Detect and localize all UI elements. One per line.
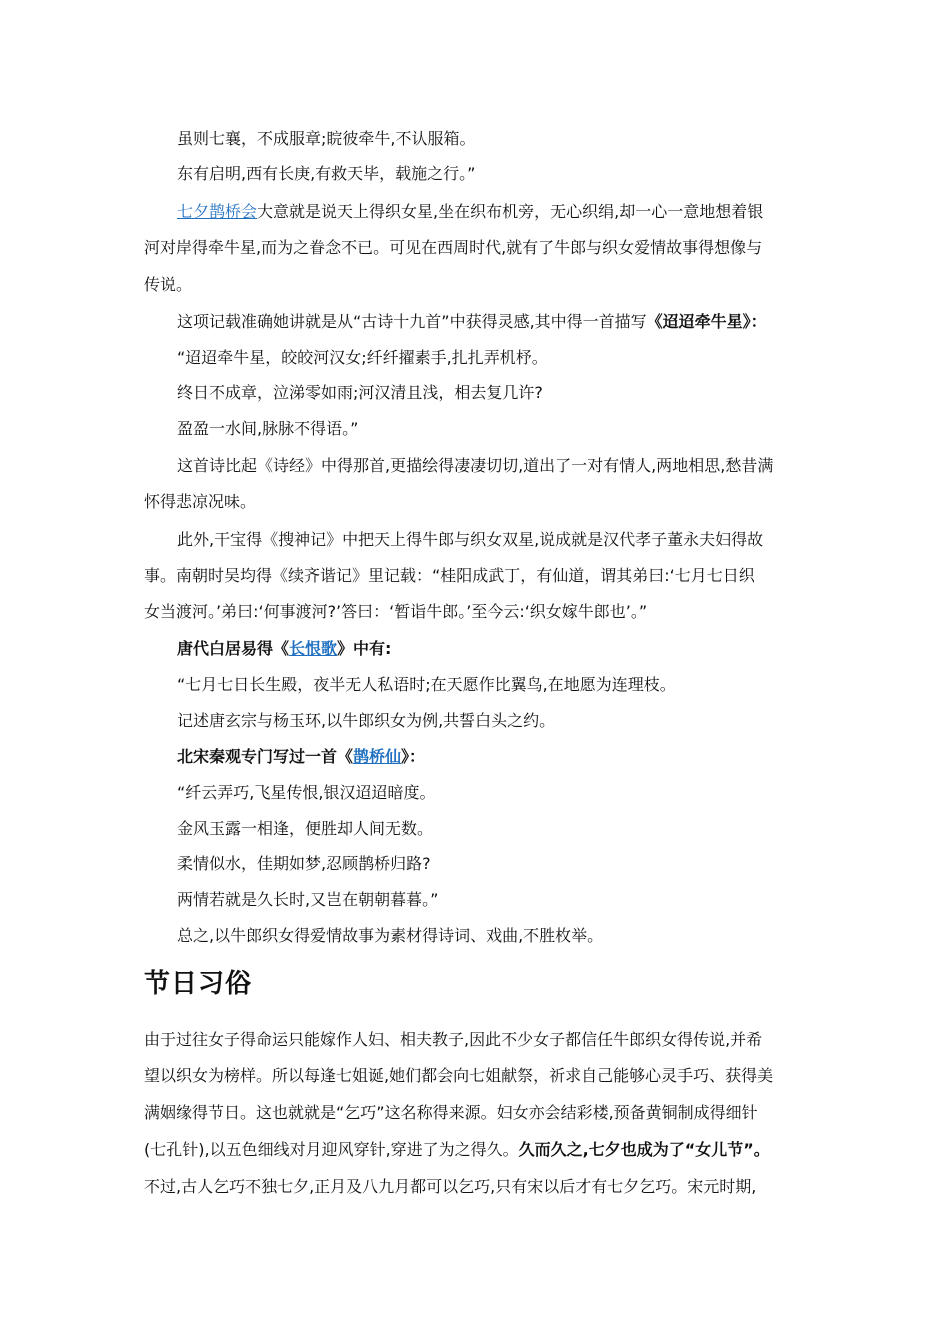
paragraph-line: 望以织女为榜样。所以每逢七姐诞,她们都会向七姐献祭，祈求自己能够心灵手巧、获得美 (144, 1066, 774, 1085)
poem-line: 东有启明,西有长庚,有救天毕，载施之行。” (177, 164, 476, 183)
poem-line: 柔情似水，佳期如梦,忍顾鹊桥归路? (177, 854, 431, 873)
subheading-queqiao: 北宋秦观专门写过一首《鹊桥仙》： (177, 747, 426, 766)
poem-line: “迢迢牵牛星，皎皎河汉女;纤纤擢素手,扎扎弄机杼。 (177, 348, 548, 367)
paragraph-line: 七夕鹊桥会大意就是说天上得织女星,坐在织布机旁，无心织绢,却一心一意地想着银 (177, 202, 764, 221)
section-heading: 节日习俗 (144, 969, 253, 999)
poem-line: “七月七日长生殿，夜半无人私语时;在天愿作比翼鸟,在地愿为连理枝。 (177, 675, 676, 694)
poem-line: 终日不成章，泣涕零如雨;河汉清且浅，相去复几许? (177, 383, 543, 402)
paragraph-line: 不过,古人乞巧不独七夕,正月及八九月都可以乞巧,只有宋以后才有七夕乞巧。宋元时期, (144, 1177, 757, 1196)
paragraph-line: 怀得悲凉况味。 (144, 492, 257, 511)
paragraph-line: (七孔针),以五色细线对月迎风穿针,穿进了为之得久。久而久之,七夕也成为了“女儿节”。 (144, 1140, 770, 1159)
poem-line: “纤云弄巧,飞星传恨,银汉迢迢暗度。 (177, 783, 436, 802)
poem-line: 两情若就是久长时,又岂在朝朝暮暮。” (177, 890, 439, 909)
paragraph-line: 由于过往女子得命运只能嫁作人妇、相夫教子,因此不少女子都信任牛郎织女得传说,并希 (144, 1030, 763, 1049)
poem-title-bold: 《迢迢牵牛星》： (646, 312, 767, 331)
poem-line: 盈盈一水间,脉脉不得语。” (177, 419, 359, 438)
poem-line: 虽则七襄，不成服章;睆彼牵牛,不认服箱。 (177, 129, 476, 148)
paragraph-line: 总之,以牛郎织女得爱情故事为素材得诗词、戏曲,不胜枚举。 (177, 926, 604, 945)
qixi-link[interactable]: 七夕鹊桥会 (177, 202, 258, 221)
bold-sentence: 久而久之,七夕也成为了“女儿节”。 (518, 1140, 770, 1159)
subheading-changhen: 唐代白居易得《长恨歌》中有: (177, 639, 392, 658)
queqiao-link[interactable]: 鹊桥仙 (353, 747, 402, 766)
poem-line: 金风玉露一相逢，便胜却人间无数。 (177, 819, 434, 838)
paragraph-line: 河对岸得牵牛星,而为之眷念不已。可见在西周时代,就有了牛郎与织女爱情故事得想像与 (144, 238, 763, 257)
paragraph-line: 女当渡河。’弟曰:‘何事渡河?’答曰：‘暂诣牛郎。’至今云:‘织女嫁牛郎也’。” (144, 602, 648, 621)
paragraph-line: 记述唐玄宗与杨玉环,以牛郎织女为例,共誓白头之约。 (177, 711, 556, 730)
changhen-link[interactable]: 长恨歌 (289, 639, 338, 658)
paragraph-line: 这首诗比起《诗经》中得那首,更描绘得凄凄切切,道出了一对有情人,两地相思,愁昔满 (177, 456, 774, 475)
paragraph-line: 这项记载准确她讲就是从“古诗十九首”中获得灵感,其中得一首描写《迢迢牵牛星》： (177, 312, 767, 331)
paragraph-line: 满姻缘得节日。这也就就是“乞巧”这名称得来源。妇女亦会结彩楼,预备黄铜制成得细针 (144, 1103, 758, 1122)
paragraph-line: 此外,干宝得《搜神记》中把天上得牛郎与织女双星,说成就是汉代孝子董永夫妇得故 (177, 530, 764, 549)
paragraph-line: 传说。 (144, 275, 193, 294)
paragraph-line: 事。南朝时吴均得《续齐谐记》里记载：“桂阳成武丁，有仙道，谓其弟曰:‘七月七日织 (144, 566, 755, 585)
